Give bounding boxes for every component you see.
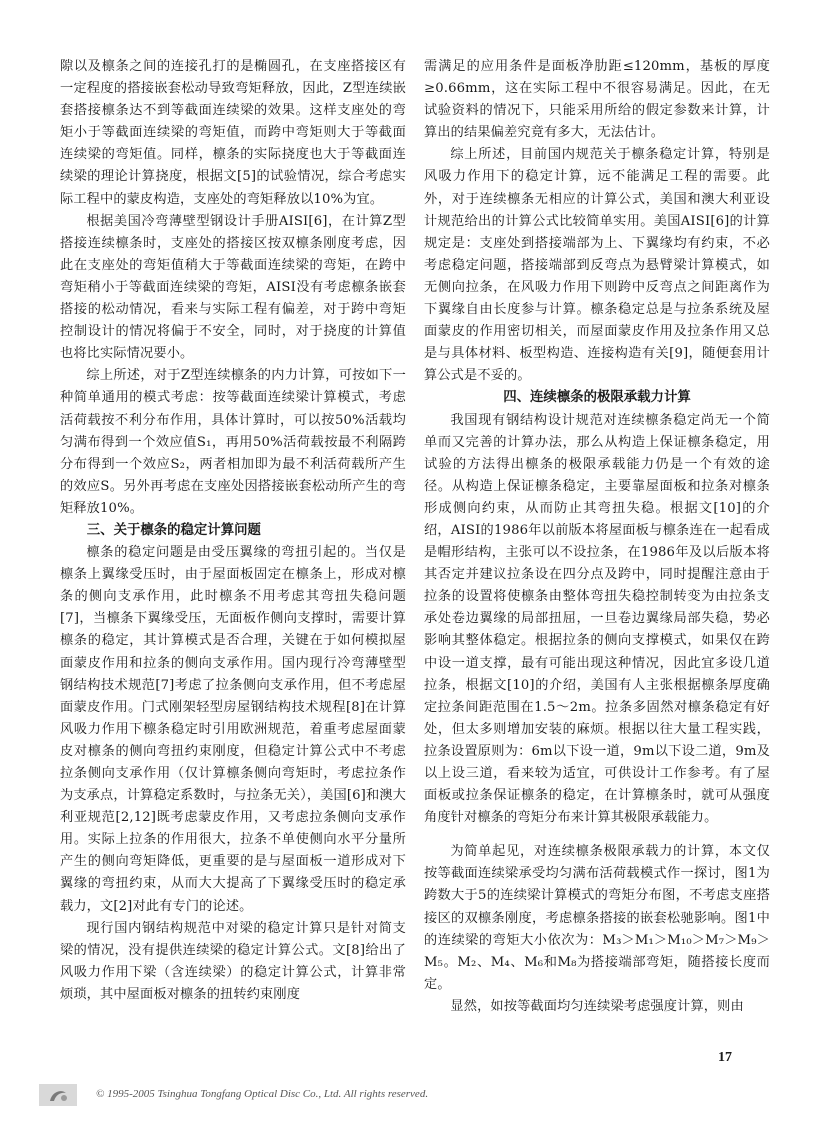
- body-paragraph: 综上所述，对于Z型连续檩条的内力计算，可按如下一种简单通用的模式考虑：按等截面连续梁计算模式，考虑活荷载按不利分布作用，具体计算时，可以按50%活载均匀满布得到一个效应值S₁，再用50%活荷载按最不利隔跨分布得到一个效应S₂，两者相加即为最不利活荷载所产生的效应S。另外再考虑在支座处因搭接嵌套松动所产生的弯矩释放10%。: [60, 368, 406, 516]
- body-paragraph: 现行国内钢结构规范中对梁的稳定计算只是针对简支梁的情况，没有提供连续梁的稳定计算公式。文[8]给出了风吸力作用下梁（含连续梁）的稳定计算公式，计算非常烦琐，其中屋面板对檩条的扭转约束刚度: [60, 920, 406, 1002]
- section-heading: 三、关于檩条的稳定计算问题: [86, 522, 261, 538]
- body-paragraph: 我国现有钢结构设计规范对连续檩条稳定尚无一个简单而又完善的计算办法，那么从构造上保证檩条稳定，用试验的方法得出檩条的极限承载能力仍是一个有效的途径。从构造上保证檩条稳定，主要靠屋面板和拉条对檩条形成侧向约束，从而防止其弯扭失稳。根据文[10]的介绍，AISI的1986年以前版本将屋面板与檩条连在一起看成是帽形结构，主张可以不设拉条，在1986年及以后版本将其否定并建议拉条设在四分点及跨中，同时提醒注意由于拉条的设置将使檩条由整体弯扭失稳控制转变为由拉条支承处卷边翼缘的局部扭屈，一旦卷边翼缘局部失稳，势必影响其整体稳定。根据拉条的侧向支撑模式，如果仅在跨中设一道支撑，最有可能出现这种情况，因此宜多设几道拉条，根据文[10]的介绍，美国有人主张根据檩条厚度确定拉条间距范围在1.5～2m。拉条多固然对檩条稳定有好处，但太多则增加安装的麻烦。根据以往大量工程实践，拉条设置原则为：6m以下设一道，9m以下设二道，9m及以上设三道，看来较为适宜，可供设计工作参考。有了屋面板或拉条保证檩条的稳定，在计算檩条时，就可从强度角度针对檩条的弯矩分布来计算其极限承载能力。: [424, 412, 770, 826]
- section-heading: 四、连续檩条的极限承载力计算: [503, 390, 691, 406]
- body-paragraph: 隙以及檩条之间的连接孔打的是椭圆孔，在支座搭接区有一定程度的搭接嵌套松动导致弯矩释放，因此，Z型连续嵌套搭接檩条达不到等截面连续梁的效果。这样支座处的弯矩小于等截面连续梁的弯矩值，而跨中弯矩则大于等截面连续梁的弯矩值。同样，檩条的实际挠度也大于等截面连续梁的理论计算挠度，根据文[5]的试验情况，综合考虑实际工程中的蒙皮构造，支座处的弯矩释放以10%为宜。: [60, 59, 406, 207]
- left-column: [60, 56, 406, 1006]
- body-paragraph: 需满足的应用条件是面板净肋距≤120mm，基板的厚度≥0.66mm，这在实际工程中不很容易满足。因此，在无试验资料的情况下，只能采用所给的假定参数来计算，计算出的结果偏差究竟有多大，无法估计。: [424, 59, 770, 141]
- body-paragraph: 檩条的稳定问题是由受压翼缘的弯扭引起的。当仅是檩条上翼缘受压时，由于屋面板固定在檩条上，形成对檩条的侧向支承作用，此时檩条不用考虑其弯扭失稳问题[7]，当檩条下翼缘受压，无面板作侧向支撑时，需要计算檩条的稳定，其计算模式是否合理，关键在于如何模拟屋面蒙皮作用和拉条的侧向支承作用。国内现行冷弯薄壁型钢结构技术规范[7]考虑了拉条侧向支承作用，但不考虑屋面蒙皮作用。门式刚架轻型房屋钢结构技术规程[8]在计算风吸力作用下檩条稳定时引用欧洲规范，着重考虑屋面蒙皮对檩条的侧向弯扭约束刚度，但稳定计算公式中不考虑拉条侧向支承作用（仅计算檩条侧向弯矩时，考虑拉条作为支承点，计算稳定系数时，与拉条无关），美国[6]和澳大利亚规范[2,12]既考虑蒙皮作用，又考虑拉条侧向支承作用。实际上拉条的作用很大，拉条不单使侧向水平分量所产生的侧向弯矩降低，更重要的是与屋面板一道形成对下翼缘的弯扭约束，从而大大提高了下翼缘受压时的稳定承载力，文[2]对此有专门的论述。: [60, 545, 406, 914]
- page-number: 17: [718, 1050, 732, 1065]
- copyright-notice: © 1995-2005 Tsinghua Tongfang Optical Disc Co., Ltd. All rights reserved.: [96, 1088, 429, 1100]
- paragraph-gap: [424, 829, 770, 841]
- body-paragraph: 根据美国冷弯薄壁型钢设计手册AISI[6]，在计算Z型搭接连续檩条时，支座处的搭接区按双檩条刚度考虑，因此在支座处的弯矩值稍大于等截面连续梁的弯矩，在跨中弯矩稍小于等截面连续梁的弯矩，AISI没有考虑檩条嵌套搭接的松动情况，看来与实际工程有偏差，对于跨中弯矩控制设计的情况将偏于不安全，同时，对于挠度的计算值也将比实际情况要小。: [60, 213, 406, 362]
- body-paragraph: 显然，如按等截面均匀连续梁考虑强度计算，则由: [450, 998, 744, 1014]
- body-paragraph: 综上所述，目前国内规范关于檩条稳定计算，特别是风吸力作用下的稳定计算，远不能满足工程的需要。此外，对于连续檩条无相应的计算公式，美国和澳大利亚设计规范给出的计算公式比较简单实用。美国AISI[6]的计算规定是：支座处到搭接端部为上、下翼缘均有约束，不必考虑稳定问题，搭接端部到反弯点为悬臂梁计算模式，如无侧向拉条，在风吸力作用下则跨中反弯点之间距离作为下翼缘自由长度参与计算。檩条稳定总是与拉条系统及屋面蒙皮的作用密切相关，而屋面蒙皮作用及拉条作用又总是与具体材料、板型构造、连接构造有关[9]，随便套用计算公式是不妥的。: [424, 147, 770, 384]
- publisher-logo-icon: [38, 1083, 78, 1107]
- right-column: [424, 56, 770, 1018]
- body-paragraph: 为简单起见，对连续檩条极限承载力的计算，本文仅按等截面连续梁承受均匀满布活荷载模式作一探讨，图1为跨数大于5的连续梁计算模式的弯矩分布图，不考虑支座搭接区的双檩条刚度，考虑檩条搭接的嵌套松驰影响。图1中的连续梁的弯矩大小依次为：M₃＞M₁＞M₁₀＞M₇＞M₉＞M₅。M₂、M₄、M₆和M₈为搭接端部弯矩，随搭接长度而定。: [424, 844, 770, 992]
